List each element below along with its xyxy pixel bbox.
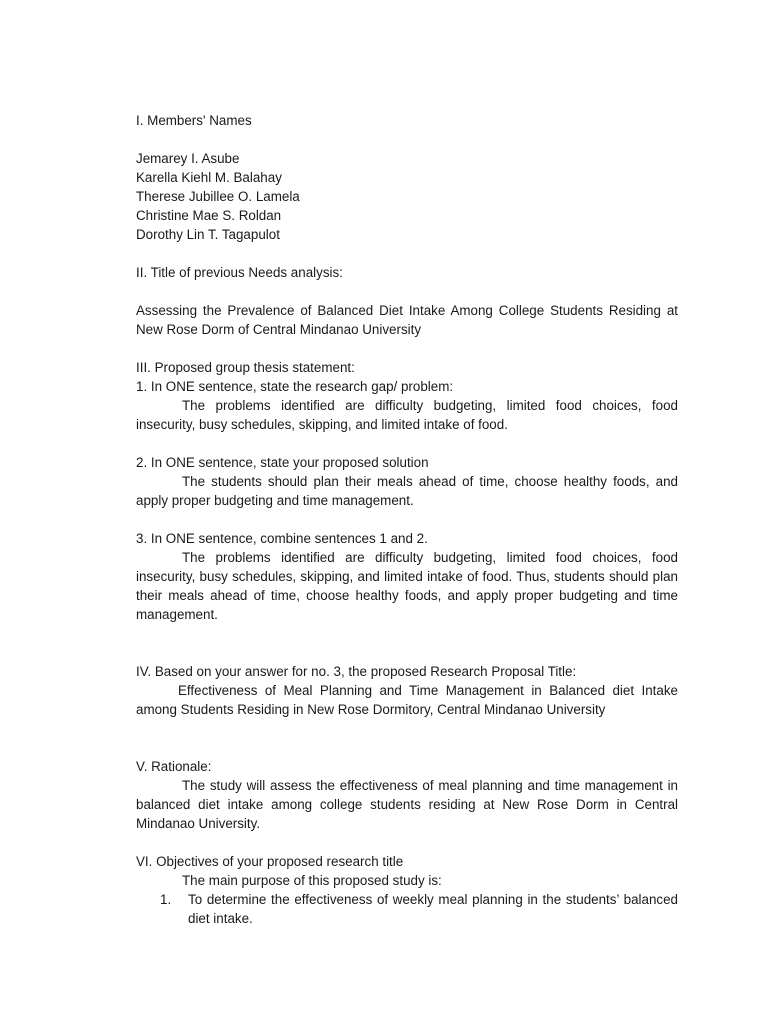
section-rationale-heading: V. Rationale: <box>136 759 212 774</box>
objective-number: 1. <box>160 892 172 907</box>
question-research-gap: 1. In ONE sentence, state the research gap/ problem: <box>136 379 454 394</box>
section-members-heading: I. Members' Names <box>136 113 252 128</box>
section-proposal-title-heading: IV. Based on your answer for no. 3, the proposed Research Proposal Title: <box>136 664 577 679</box>
list-item <box>136 890 678 928</box>
objectives-list <box>136 890 678 928</box>
member-name: Christine Mae S. Roldan <box>136 208 282 223</box>
previous-needs-analysis-title: Assessing the Prevalence of Balanced Diet Intake Among College Students Residing at New Rose Dorm of Central Mindanao University <box>136 303 678 337</box>
question-combined: 3. In ONE sentence, combine sentences 1 and 2. <box>136 531 428 546</box>
section-objectives-heading: VI. Objectives of your proposed research title <box>136 854 404 869</box>
answer-proposed-solution: The students should plan their meals ahead of time, choose healthy foods, and apply proper budgeting and time management. <box>136 474 678 508</box>
objectives-intro: The main purpose of this proposed study is: <box>182 873 442 888</box>
answer-research-gap: The problems identified are difficulty budgeting, limited food choices, food insecurity, busy schedules, skipping, and limited intake of food. <box>136 398 678 432</box>
rationale-text: The study will assess the effectiveness of meal planning and time management in balanced diet intake among college students residing at New Rose Dorm in Central Mindanao University. <box>136 778 678 831</box>
document-body <box>136 111 678 928</box>
answer-combined: The problems identified are difficulty budgeting, limited food choices, food insecurity, busy schedules, skipping, and limited intake of food. Thus, students should plan their meals ahead of time, choose healthy foods, and apply proper budgeting and time management. <box>136 550 678 622</box>
section-previous-title-heading: II. Title of previous Needs analysis: <box>136 265 343 280</box>
section-thesis-heading: III. Proposed group thesis statement: <box>136 360 355 375</box>
member-name: Karella Kiehl M. Balahay <box>136 170 282 185</box>
member-name: Therese Jubillee O. Lamela <box>136 189 300 204</box>
question-proposed-solution: 2. In ONE sentence, state your proposed solution <box>136 455 429 470</box>
member-name: Dorothy Lin T. Tagapulot <box>136 227 280 242</box>
objective-text: To determine the effectiveness of weekly meal planning in the students’ balanced diet intake. <box>188 892 678 926</box>
proposed-research-title: Effectiveness of Meal Planning and Time Management in Balanced diet Intake among Students Residing in New Rose Dormitory, Central Mindanao University <box>136 683 678 717</box>
member-name: Jemarey I. Asube <box>136 151 240 166</box>
